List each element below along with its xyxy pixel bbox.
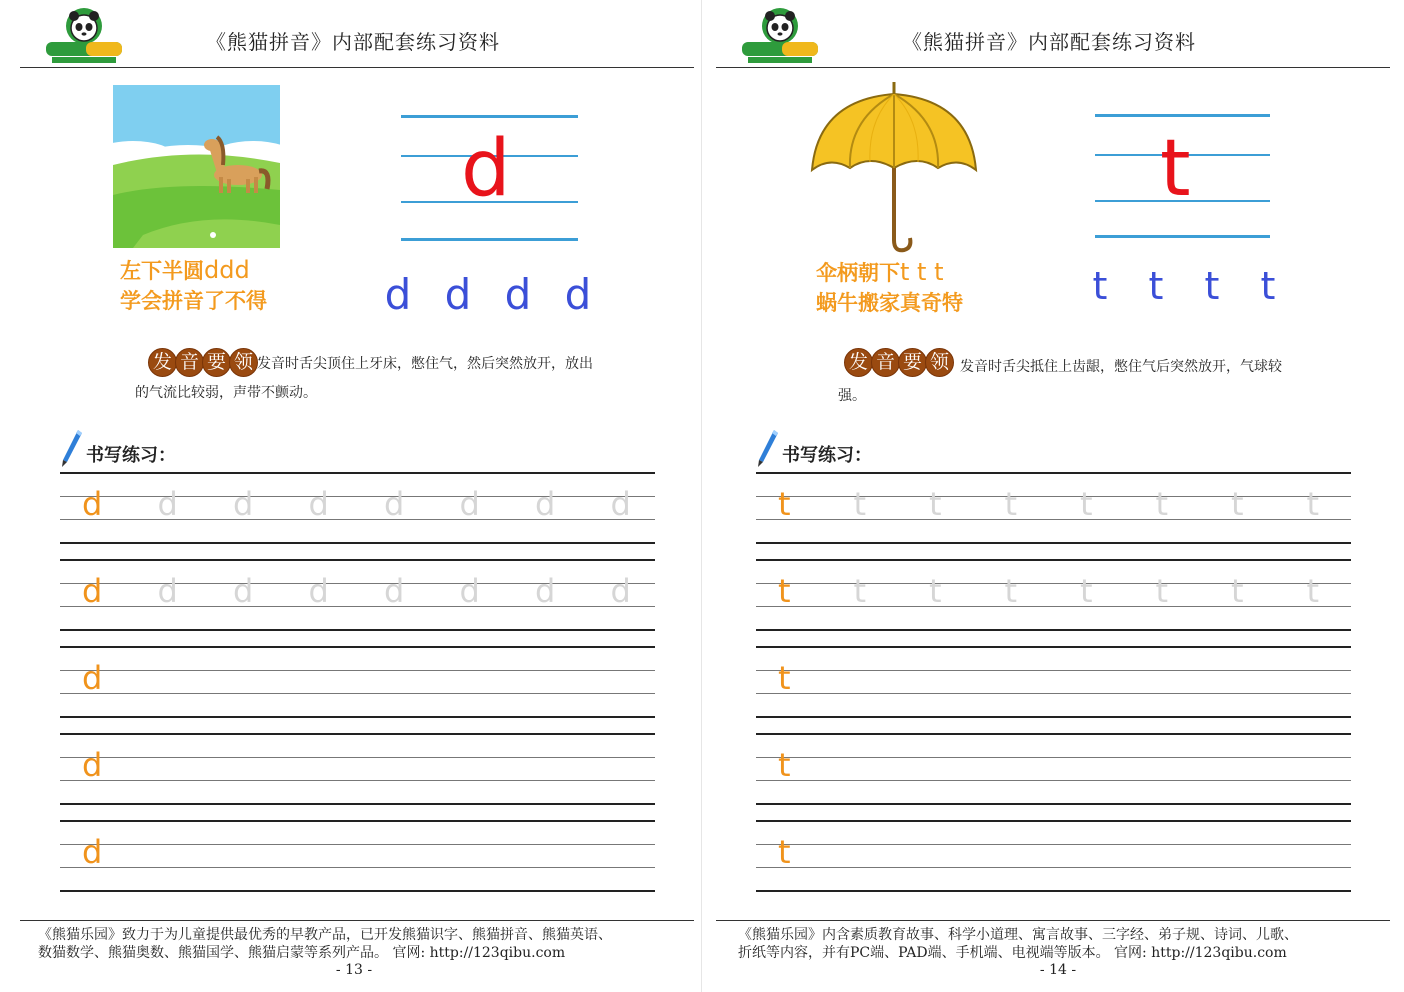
writing-rule (756, 890, 1351, 892)
writing-rule (756, 780, 1351, 781)
practice-letter: d (82, 833, 103, 871)
badge-char: 要 (202, 348, 231, 377)
letter-row-item: t (1148, 264, 1164, 308)
trace-letter: t (1231, 572, 1244, 610)
writing-rule (60, 716, 655, 718)
writing-rule (60, 519, 655, 520)
footer-line1: 《熊猫乐园》致力于为儿童提供最优秀的早教产品，已开发熊猫识字、熊猫拼音、熊猫英语、 (38, 927, 612, 943)
header-rule (716, 67, 1390, 68)
writing-rule (60, 757, 655, 758)
page-number: - 13 - (335, 962, 373, 978)
footer-line1: 《熊猫乐园》内含素质教育故事、科学小道理、寓言故事、三字经、弟子规、诗词、儿歌、 (738, 927, 1298, 943)
writing-rule (756, 844, 1351, 845)
pencil-icon (756, 428, 780, 468)
pronunciation-text: 发音时舌尖抵住上齿龈，憋住气后突然放开，气球较强。 (838, 359, 1282, 404)
trace-letter: d (384, 485, 405, 523)
rhyme-line1: 伞柄朝下 (816, 261, 900, 285)
footer-rule (716, 920, 1390, 921)
practice-letter: d (82, 485, 103, 523)
writing-rule (756, 629, 1351, 631)
rhyme-latin: ddd (204, 256, 250, 284)
writing-rule (756, 646, 1351, 648)
practice-letter: t (778, 572, 791, 610)
writing-rule (756, 733, 1351, 735)
writing-rule (60, 780, 655, 781)
writing-rule (60, 606, 655, 607)
practice-letter: t (778, 833, 791, 871)
footer-text (38, 926, 612, 962)
trace-letter: d (459, 572, 480, 610)
practice-letter: t (778, 746, 791, 784)
trace-letter: t (1080, 485, 1093, 523)
trace-letter: t (853, 485, 867, 523)
writing-rule (60, 693, 655, 694)
badge-char: 音 (871, 348, 900, 377)
writing-rule (756, 583, 1351, 584)
trace-letter: d (535, 485, 556, 523)
big-letter: t (1160, 124, 1191, 214)
practice-letter: d (82, 746, 103, 784)
trace-letter: d (384, 572, 405, 610)
trace-letter: t (929, 572, 942, 610)
rhyme-text (120, 255, 267, 316)
trace-letter: d (610, 485, 631, 523)
trace-letter: d (459, 485, 480, 523)
horse-on-meadow-illustration (113, 85, 280, 248)
rhyme-line2: 学会拼音了不得 (120, 289, 267, 313)
trace-letter: t (1155, 485, 1169, 523)
writing-rule (60, 820, 655, 822)
trace-letter: d (233, 572, 254, 610)
letter-row-item: d (504, 270, 532, 319)
rhyme-line2: 蜗牛搬家真奇特 (816, 291, 963, 315)
writing-rule (60, 496, 655, 497)
writing-rule (756, 606, 1351, 607)
writing-rule (60, 472, 655, 474)
panda-logo-icon (44, 6, 124, 64)
page-number: - 14 - (1039, 962, 1077, 978)
writing-rule (60, 867, 655, 868)
header-rule (20, 67, 694, 68)
trace-letter: t (1004, 485, 1018, 523)
writing-rule (60, 733, 655, 735)
letter-row-item: d (384, 270, 412, 319)
letter-row (368, 270, 608, 319)
writing-rule (756, 519, 1351, 520)
pencil-icon (60, 428, 84, 468)
writing-rule (60, 890, 655, 892)
writing-rule (756, 716, 1351, 718)
trace-letter: t (1155, 572, 1169, 610)
panda-logo-icon (740, 6, 820, 64)
badge-char: 发 (844, 348, 873, 377)
writing-rule (756, 867, 1351, 868)
yellow-umbrella-illustration (808, 80, 980, 255)
writing-rule (756, 820, 1351, 822)
trace-letter: t (853, 572, 867, 610)
rhyme-text (816, 257, 963, 318)
rhyme-latin: t t t (900, 258, 944, 286)
letter-row (1072, 264, 1296, 308)
badge-char: 领 (925, 348, 954, 377)
letter-row-item: t (1092, 264, 1108, 308)
writing-title: 书写练习： (86, 445, 176, 466)
trace-letter: d (610, 572, 631, 610)
writing-rule (60, 559, 655, 561)
badge-char: 音 (175, 348, 204, 377)
badge-char: 要 (898, 348, 927, 377)
trace-letter: d (308, 572, 329, 610)
footer-text (738, 926, 1298, 962)
writing-rule (60, 646, 655, 648)
footer-line2: 折纸等内容，并有PC端、PAD端、手机端、电视端等版本。 官网: http://123qibu.com (738, 945, 1287, 961)
page-14 (702, 0, 1404, 992)
writing-rule (60, 629, 655, 631)
footer-rule (20, 920, 694, 921)
footer-line2: 数猫数学、熊猫奥数、熊猫国学、熊猫启蒙等系列产品。 官网: http://123qibu.com (38, 945, 566, 961)
header-title: 《熊猫拼音》内部配套练习资料 (206, 30, 500, 54)
writing-rule (756, 542, 1351, 544)
writing-rule (60, 670, 655, 671)
letter-row-item: d (444, 270, 472, 319)
rhyme-line1: 左下半圆 (120, 259, 204, 283)
writing-rule (60, 583, 655, 584)
practice-letter: t (778, 485, 791, 523)
writing-rule (756, 803, 1351, 805)
badge-char: 发 (148, 348, 177, 377)
pronunciation-text: 发音时舌尖顶住上牙床，憋住气，然后突然放开，放出的气流比较弱，声带不颤动。 (135, 356, 593, 401)
trace-letter: t (1306, 572, 1320, 610)
writing-rule (60, 803, 655, 805)
writing-rule (756, 670, 1351, 671)
writing-rule (756, 496, 1351, 497)
trace-letter: t (1080, 572, 1093, 610)
writing-rule (756, 559, 1351, 561)
letter-row-item: t (1204, 264, 1220, 308)
big-letter: d (461, 124, 511, 214)
practice-letter: t (778, 659, 791, 697)
header-title: 《熊猫拼音》内部配套练习资料 (902, 30, 1196, 54)
trace-letter: t (1306, 485, 1320, 523)
trace-letter: t (1231, 485, 1244, 523)
writing-rule (756, 472, 1351, 474)
writing-rule (60, 844, 655, 845)
trace-letter: d (535, 572, 556, 610)
trace-letter: d (308, 485, 329, 523)
trace-letter: t (929, 485, 942, 523)
trace-letter: t (1004, 572, 1018, 610)
practice-letter: d (82, 572, 103, 610)
letter-row-item: d (564, 270, 592, 319)
trace-letter: d (157, 572, 178, 610)
writing-rule (756, 693, 1351, 694)
trace-letter: d (157, 485, 178, 523)
badge-char: 领 (229, 348, 258, 377)
writing-rule (756, 757, 1351, 758)
practice-letter: d (82, 659, 103, 697)
writing-title: 书写练习： (782, 445, 872, 466)
trace-letter: d (233, 485, 254, 523)
letter-row-item: t (1260, 264, 1276, 308)
writing-rule (60, 542, 655, 544)
